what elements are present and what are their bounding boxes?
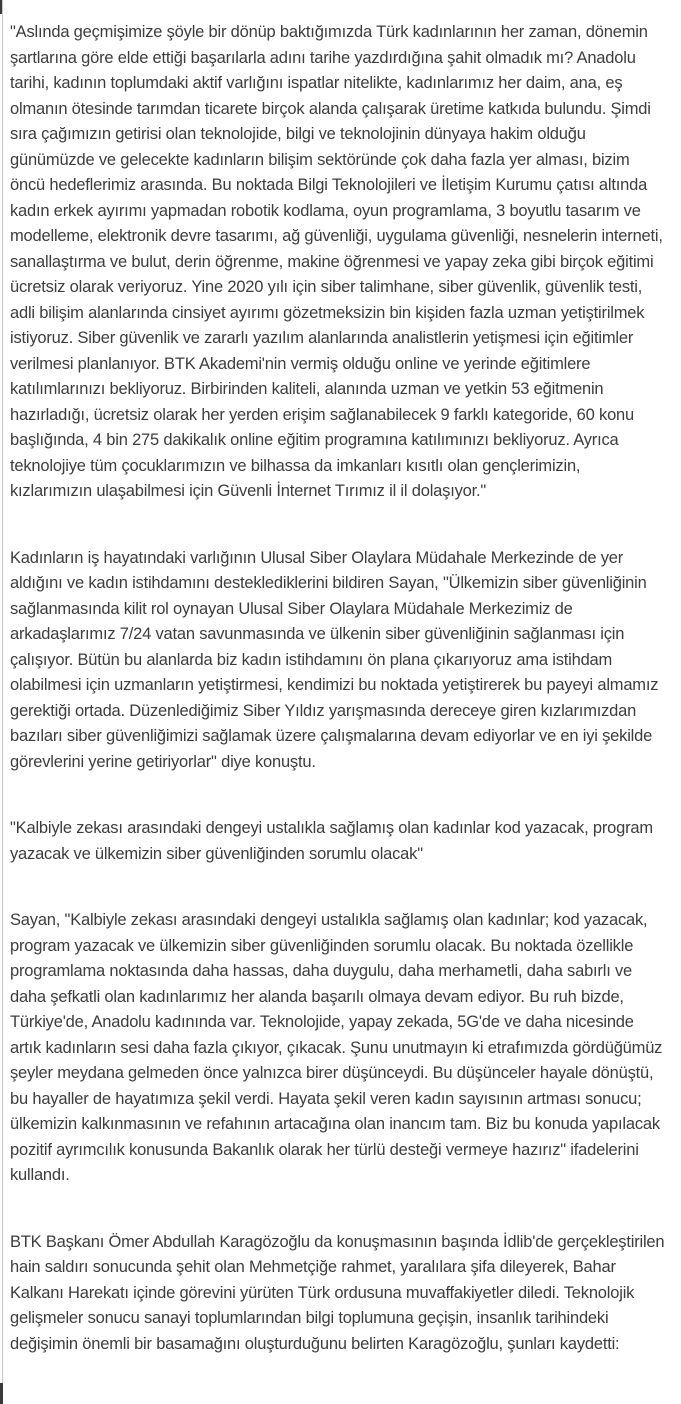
article-body	[2, 0, 681, 1404]
article-paragraph: "Aslında geçmişimize şöyle bir dönüp baktığımızda Türk kadınlarının her zaman, dönemin şartlarına göre elde ettiği başarılarla adını tarihe yazdırdığına şahit olmadık mı? Anadolu tarihi, kadının toplumdaki aktif varlığını ispatlar nitelikte, kadınlarımız her daim, ana, eş olmanın ötesinde tarımdan ticarete birçok alanda çalışarak üretime katkıda bulundu. Şimdi sıra çağımızın getirisi olan teknolojide, bilgi ve teknolojinin dünyaya hakim olduğu günümüzde ve gelecekte kadınların bilişim sektöründe çok daha fazla yer alması, bizim öncü hedeflerimiz arasında. Bu noktada Bilgi Teknolojileri ve İletişim Kurumu çatısı altında kadın erkek ayırımı yapmadan robotik kodlama, oyun programlama, 3 boyutlu tasarım ve modelleme, elektronik devre tasarımı, ağ güvenliği, uygulama güvenliği, nesnelerin interneti, sanallaştırma ve bulut, derin öğrenme, makine öğrenmesi ve yapay zeka gibi birçok eğitimi ücretsiz olarak veriyoruz. Yine 2020 yılı için siber talimhane, siber güvenlik, güvenlik testi, adli bilişim alanlarında cinsiyet ayırımı gözetmeksizin bin kişiden fazla uzman yetiştirilmek istiyoruz. Siber güvenlik ve zararlı yazılım alanlarında analistlerin yetişmesi için eğitimler verilmesi planlanıyor. BTK Akademi'nin vermiş olduğu online ve yerinde eğitimlere katılımlarınızı bekliyoruz. Birbirinden kaliteli, alanında uzman ve yetkin 53 eğitmenin hazırladığı, ücretsiz olarak her yerden erişim sağlanabilecek 9 farklı kategoride, 60 konu başlığında, 4 bin 275 dakikalık online eğitim programına katılımınızı bekliyoruz. Ayrıca teknolojiye tüm çocuklarımızın ve bilhassa da imkanları kısıtlı olan gençlerimizin, kızlarımızın ulaşabilmesi için Güvenli İnternet Tırımız il il dolaşıyor."	[10, 23, 663, 500]
article-paragraph: Sayan, "Kalbiyle zekası arasındaki dengeyi ustalıkla sağlamış olan kadınlar; kod yazacak, program yazacak ve ülkemizin siber güvenliğinden sorumlu olacak. Bu noktada özellikle programlama noktasında daha hassas, daha duygulu, daha merhametli, daha sabırlı ve daha şefkatli olan kadınlarımız her alanda başarılı olmaya devam ediyor. Bu ruh bizde, Türkiye'de, Anadolu kadınında var. Teknolojide, yapay zekada, 5G'de ve daha nicesinde artık kadınların sesi daha fazla çıkıyor, çıkacak. Şunu unutmayın ki etrafımızda gördüğümüz şeyler meydana gelmeden önce yalnızca birer düşünceydi. Bu düşünceler hayale dönüştü, bu hayaller de hayatımıza şekil verdi. Hayata şekil veren kadın sayısının artması sonucu; ülkemizin kalkınmasının ve refahının artacağına olan inancım tam. Biz bu konuda yapılacak pozitif ayrımcılık konusunda Bakanlık olarak her türlü desteği vermeye hazırız" ifadelerini kullandı.	[10, 911, 663, 1184]
left-edge-bottom-dark-bar	[0, 1383, 3, 1404]
article-paragraph: BTK Başkanı Ömer Abdullah Karagözoğlu da konuşmasının başında İdlib'de gerçekleştirilen hain saldırı sonucunda şehit olan Mehmetçiğe rahmet, yaralılara şifa dileyerek, Bahar Kalkanı Harekatı içinde görevini yürüten Türk ordusuna muvaffakiyetler diledi. Teknolojik gelişmeler sonucu sanayi toplumlarından bilgi toplumuna geçişin, insanlık tarihindeki değişimin önemli bir basamağını oluşturduğunu belirten Karagözoğlu, şunları kaydetti:	[10, 1232, 665, 1353]
article-paragraph: Kadınların iş hayatındaki varlığının Ulusal Siber Olaylara Müdahale Merkezinde de yer aldığını ve kadın istihdamını desteklediklerini bildiren Sayan, "Ülkemizin siber güvenliğinin sağlanmasında kilit rol oynayan Ulusal Siber Olaylara Müdahale Merkezimiz de arkadaşlarımız 7/24 vatan savunmasında ve ülkenin siber güvenliğinin sağlanması için çalışıyor. Bütün bu alanlarda biz kadın istihdamını ön plana çıkarıyoruz ama istihdam olabilmesi için uzmanların yetiştirmesi, kendimizi bu noktada yetiştirerek bu payeyi almamız gerektiği ortada. Düzenlediğimiz Siber Yıldız yarışmasında dereceye giren kızlarımızdan bazıları siber güvenliğimizi sağlamak üzere çalışmalarına devam ediyorlar ve en iyi şekilde görevlerini yerine getiriyorlar" diye konuştu.	[10, 548, 659, 771]
article-quote-subheading: "Kalbiyle zekası arasındaki dengeyi ustalıkla sağlamış olan kadınlar kod yazacak, program yazacak ve ülkemizin siber güvenliğinden sorumlu olacak"	[10, 819, 653, 863]
left-edge-top-dark-bar	[0, 0, 2, 14]
